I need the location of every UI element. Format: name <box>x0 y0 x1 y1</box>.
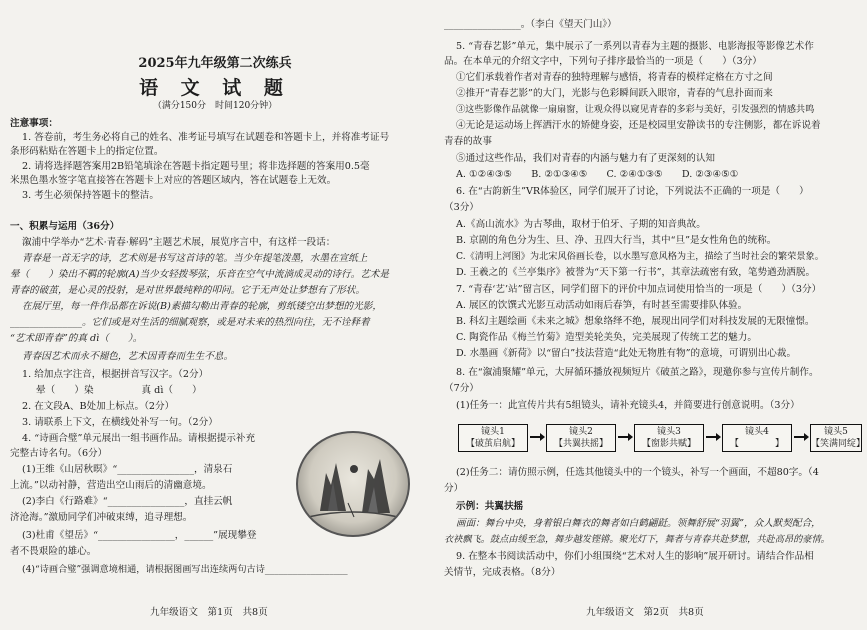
question-9: 9. 在整本书阅读活动中，你们小组围绕“艺术对人生的影响”展开研讨。请结合作品相 <box>456 551 814 562</box>
question-6: 6. 在“古韵新生”VR体验区，同学们展开了讨论，下列说法不正确的一项是（ ） <box>456 186 809 197</box>
page-footer: 九年级语文 第1页 共8页 <box>150 607 268 618</box>
question-5-line: ①它们承载着作者对青春的独特理解与感悟，将青春的模样定格在方寸之间 <box>456 72 773 83</box>
question-5-line: ④无论是运动场上挥洒汗水的矫健身姿，还是校园里安静读书的专注侧影，都在诉说着 <box>456 120 821 131</box>
passage-line: 青春因艺术而永不褪色，艺术因青春而生生不息。 <box>22 351 234 362</box>
page-footer: 九年级语文 第2页 共8页 <box>586 607 704 618</box>
score-time: （满分150分 时间120分钟） <box>152 101 278 111</box>
subject-title: 语 文 试 题 <box>139 77 291 99</box>
page-2 <box>436 0 867 630</box>
passage-line: _______________。它们或是对生活的细腻观察，或是对未来的热烈向往，无不诠释着 <box>10 317 370 328</box>
shot-box-2 <box>546 424 616 452</box>
shot-name: 【笑满同绽】 <box>811 439 866 449</box>
passage-intro: 溆浦中学举办“艺术·青春·解码”主题艺术展，展览序言中，有这样一段话： <box>22 237 336 248</box>
notice-line: 2. 请将选择题答案用2B铅笔填涂在答题卡指定题号里；将非选择题的答案用0.5毫 <box>22 161 370 172</box>
question-4: 4. “诗画合璧”单元展出一组书画作品。请根据提示补充 <box>22 433 256 444</box>
question-6-option: C.《清明上河图》为北宋风俗画长卷，以水墨写意风格为主，描绘了当时社会的繁荣景象。 <box>456 251 824 262</box>
example-heading: 示例：共翼扶摇 <box>456 501 524 512</box>
question-6-option: B. 京剧的角色分为生、旦、净、丑四大行当，其中“旦”是女性角色的统称。 <box>456 235 777 246</box>
shot-name: 【共翼扶摇】 <box>553 439 608 449</box>
question-5-line: ⑤通过这些作品，我们对青春的内涵与魅力有了更深刻的认知 <box>456 153 716 164</box>
question-7-option: B. 科幻主题绘画《未来之城》想象络绎不绝，展现出同学们对科技发展的无限憧憬。 <box>456 316 815 327</box>
passage-line: 青春是一首无字的诗，艺术则是书写这首诗的笔。当少年提笔泼墨，水墨在宣纸上 <box>22 253 368 264</box>
question-4-tail: ________________。（李白《望天门山》） <box>444 19 617 30</box>
shot-box-5 <box>810 424 866 452</box>
shot-box-1 <box>458 424 528 452</box>
notice-heading: 注意事项： <box>10 118 58 129</box>
shot-name: 【破茧启航】 <box>465 439 520 449</box>
shot-label: 镜头1 <box>481 427 505 437</box>
question-4-line: 上流。”以动衬静，营造出空山雨后的清幽意境。 <box>10 480 212 491</box>
arrow-icon <box>618 436 630 438</box>
question-6-option: A.《高山流水》为古琴曲，取材于伯牙、子期的知音典故。 <box>456 219 706 230</box>
shot-label: 镜头3 <box>657 427 681 437</box>
question-8: 8. 在“溆浦聚耀”单元，大屏循环播放视频短片《破茧之路》，现邀你参与宣传片制作。 <box>456 367 819 378</box>
example-line: 画面：舞台中央，身着银白舞衣的舞者如白鹤翩跹。领舞舒展“羽翼”，众人默契配合， <box>456 518 821 529</box>
notice-line: 米黑色墨水签字笔直接答在答题卡上对应的答题区域内，答在试题卷上无效。 <box>10 175 337 186</box>
question-4-line: (4)“诗画合璧”强调意境相通，请根据图画写出连续两句古诗__________________ <box>22 564 348 575</box>
question-1-items: 晕（ ）染 真 dì（ ） <box>36 385 202 396</box>
question-6-line: （3分） <box>444 202 479 213</box>
question-4-line: (3)杜甫《望岳》“________________，______”展现攀登 <box>22 530 257 541</box>
question-5-line: 青春的故事 <box>444 136 492 147</box>
passage-line: “艺术即青春”的真 dì（ ）。 <box>10 333 143 344</box>
example-line: 衣袂飘飞。鼓点由缓至急，舞步越发铿锵。聚光灯下，舞者与青春共赴梦想，共赴高昂的豪情。 <box>444 534 830 545</box>
question-4-line: 济沧海。”激励同学们冲破束缚，追寻理想。 <box>10 512 193 523</box>
shot-name: 【窗影共赋】 <box>641 439 696 449</box>
question-8-line: 分） <box>444 483 464 494</box>
shot-box-3 <box>634 424 704 452</box>
question-5-options: A. ①②④③⑤ B. ②①③④⑤ C. ②④①③⑤ D. ②③④⑤① <box>456 169 739 180</box>
arrow-icon <box>794 436 806 438</box>
question-4-line: 者不畏艰险的雄心。 <box>10 546 97 557</box>
question-6-option: D. 王羲之的《兰亭集序》被誉为“天下第一行书”，其章法疏密有致，笔势遒劲洒脱。 <box>456 267 816 278</box>
question-4-line: (2)李白《行路难》“________________，直挂云帆 <box>22 496 233 507</box>
passage-line: 晕（ ）染出不羁的轮廓(A)当少女轻拨琴弦，乐音在空气中流淌成灵动的诗行。艺术是 <box>10 269 389 280</box>
arrow-icon <box>706 436 718 438</box>
question-8-task1: (1)任务一：此宣传片共有5组镜头，请补充镜头4，并简要进行创意说明。（3分） <box>456 400 800 411</box>
notice-line: 1. 答卷前，考生务必将自己的姓名、准考证号填写在试题卷和答题卡上，并将准考证号 <box>22 132 390 143</box>
notice-line: 条形码粘贴在答题卡上的指定位置。 <box>10 146 164 157</box>
shot-label: 镜头5 <box>824 427 848 437</box>
question-7: 7. “青春‘艺’站”留言区，同学们留下的评价中加点词使用恰当的一项是（ ）（3分） <box>456 284 822 295</box>
exam-title: 2025年九年级第二次练兵 <box>138 56 292 71</box>
shot-label: 镜头2 <box>569 427 593 437</box>
question-2: 2. 在文段A、B处加上标点。（2分） <box>22 401 175 412</box>
question-3: 3. 请联系上下文，在横线处补写一句。（2分） <box>22 417 218 428</box>
question-7-option: D. 水墨画《新荷》以“留白”技法营造“此处无物胜有物”的意境，可谓别出心裁。 <box>456 348 797 359</box>
shot-label: 镜头4 <box>745 427 769 437</box>
arrow-icon <box>530 436 542 438</box>
shot-box-4 <box>722 424 792 452</box>
question-4-line: (1)王维《山居秋暝》“________________，清泉石 <box>22 464 233 475</box>
question-5-line: ②推开“青春艺影”的大门，光影与色彩瞬间跃入眼帘，青春的气息扑面而来 <box>456 88 773 99</box>
question-7-option: C. 陶瓷作品《梅兰竹菊》造型美轮美奂，完美展现了传统工艺的魅力。 <box>456 332 757 343</box>
landscape-painting <box>296 431 410 537</box>
passage-line: 青春的破茧，是心灵的投射，是对世界最纯粹的叩问。它于无声处让梦想有了形状。 <box>10 285 365 296</box>
question-8-line: （7分） <box>444 383 479 394</box>
question-5-line: 品。在本单元的介绍文字中，下列句子排序最恰当的一项是（ ）（3分） <box>444 56 762 67</box>
question-1: 1. 给加点字注音，根据拼音写汉字。（2分） <box>22 369 209 380</box>
question-9-line: 关情节，完成表格。（8分） <box>444 567 561 578</box>
passage-line: 在展厅里，每一件作品都在诉说(B)素描勾勒出青春的轮廓，剪纸镂空出梦想的光影， <box>22 301 382 312</box>
question-7-option: A. 展区的饮馔式光影互动活动如雨后春笋，有时甚至需要排队体验。 <box>456 300 748 311</box>
question-5-line: ③这些影像作品就像一扇扇窗，让观众得以窥见青春的多彩与美好，引发强烈的情感共鸣 <box>456 104 815 115</box>
question-4-line: 完整古诗名句。（6分） <box>10 448 108 459</box>
notice-line: 3. 考生必须保持答题卡的整洁。 <box>22 190 159 201</box>
question-8-task2: (2)任务二：请仿照示例，任选其他镜头中的一个镜头，补写一个画面，不超80字。（4 <box>456 467 819 478</box>
question-5: 5. “青春艺影”单元，集中展示了一系列以青春为主题的摄影、电影海报等影像艺术作 <box>456 41 814 52</box>
section-heading: 一、积累与运用（36分） <box>10 221 120 232</box>
page-1 <box>0 0 430 630</box>
shot-name: 【 】 <box>729 439 784 449</box>
